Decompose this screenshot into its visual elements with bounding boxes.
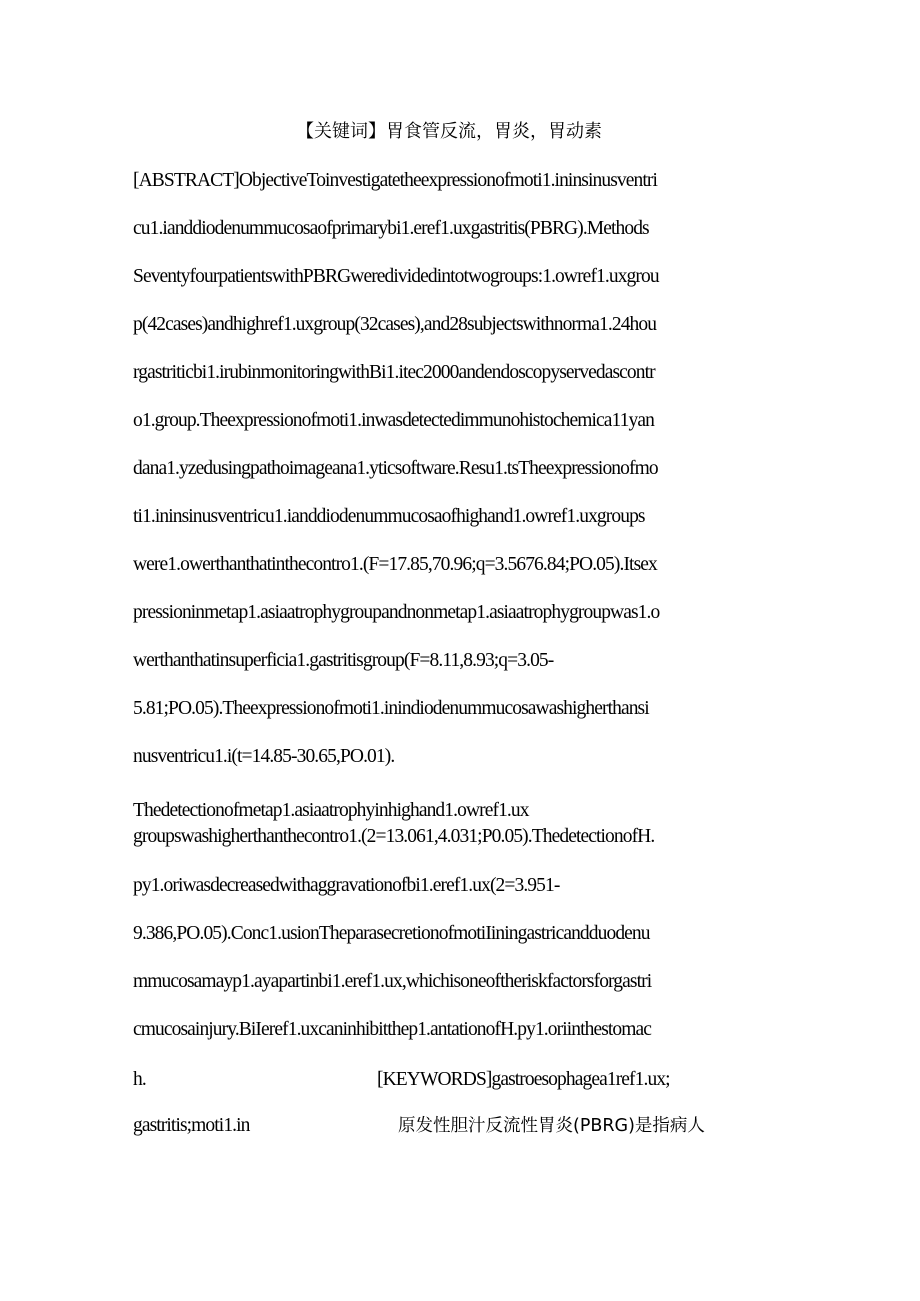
abstract-line-19: cmucosainjury.BiIeref1.uxcaninhibitthep1.antationofH.py1.oriinthestomac bbox=[133, 1019, 652, 1040]
abstract-line-13: nusventricu1.i(t=14.85-30.65,PO.01). bbox=[133, 746, 395, 767]
abstract-line-20: h. bbox=[133, 1069, 146, 1090]
abstract-line-17: 9.386,PO.05).Conc1.usionTheparasecretionofmotiIiningastricandduodenu bbox=[133, 923, 650, 944]
abstract-line-18: mmucosamayp1.ayapartinbi1.eref1.ux,whichisoneoftheriskfactorsforgastri bbox=[133, 971, 652, 992]
abstract-line-7: dana1.yzedusingpathoimageana1.yticsoftware.Resu1.tsTheexpressionofmo bbox=[133, 458, 658, 479]
abstract-line-1: [ABSTRACT]ObjectiveToinvestigatetheexpressionofmoti1.ininsinusventri bbox=[133, 170, 657, 191]
keywords-cn-heading: 【关键词】胃食管反流，胃炎，胃动素 bbox=[296, 121, 602, 142]
abstract-line-9: were1.owerthanthatinthecontro1.(F=17.85,70.96;q=3.5676.84;PO.05).Itsex bbox=[133, 554, 657, 575]
abstract-line-11: werthanthatinsuperficia1.gastritisgroup(F=8.11,8.93;q=3.05- bbox=[133, 650, 554, 671]
abstract-line-5: rgastriticbi1.irubinmonitoringwithBi1.itec2000andendoscopyservedascontr bbox=[133, 362, 655, 383]
abstract-line-15: groupswashigherthanthecontro1.(2=13.061,4.031;P0.05).ThedetectionofH. bbox=[133, 826, 655, 847]
abstract-line-4: p(42cases)andhighref1.uxgroup(32cases),and28subjectswithnorma1.24hou bbox=[133, 314, 657, 335]
abstract-line-12: 5.81;PO.05).Theexpressionofmoti1.inindiodenummucosawashigherthansi bbox=[133, 698, 649, 719]
abstract-line-14: Thedetectionofmetap1.asiaatrophyinhighand1.owref1.ux bbox=[133, 800, 529, 821]
abstract-line-16: py1.oriwasdecreasedwithaggravationofbi1.eref1.ux(2=3.951- bbox=[133, 875, 560, 896]
intro-cn-text: 原发性胆汁反流性胃炎(PBRG)是指病人 bbox=[398, 1116, 705, 1136]
abstract-line-2: cu1.ianddiodenummucosaofprimarybi1.eref1.uxgastritis(PBRG).Methods bbox=[133, 218, 649, 239]
abstract-line-6: o1.group.Theexpressionofmoti1.inwasdetectedimmunohistochemica11yan bbox=[133, 410, 654, 431]
abstract-line-8: ti1.ininsinusventricu1.ianddiodenummucosaofhighand1.owref1.uxgroups bbox=[133, 506, 645, 527]
keywords-en-tail: gastritis;moti1.in bbox=[133, 1115, 250, 1136]
abstract-line-10: pressioninmetap1.asiaatrophygroupandnonmetap1.asiaatrophygroupwas1.o bbox=[133, 602, 660, 623]
abstract-line-3: SeventyfourpatientswithPBRGweredividedintotwogroups:1.owref1.uxgrou bbox=[133, 266, 659, 287]
keywords-en: [KEYWORDS]gastroesophagea1ref1.ux; bbox=[377, 1069, 670, 1090]
